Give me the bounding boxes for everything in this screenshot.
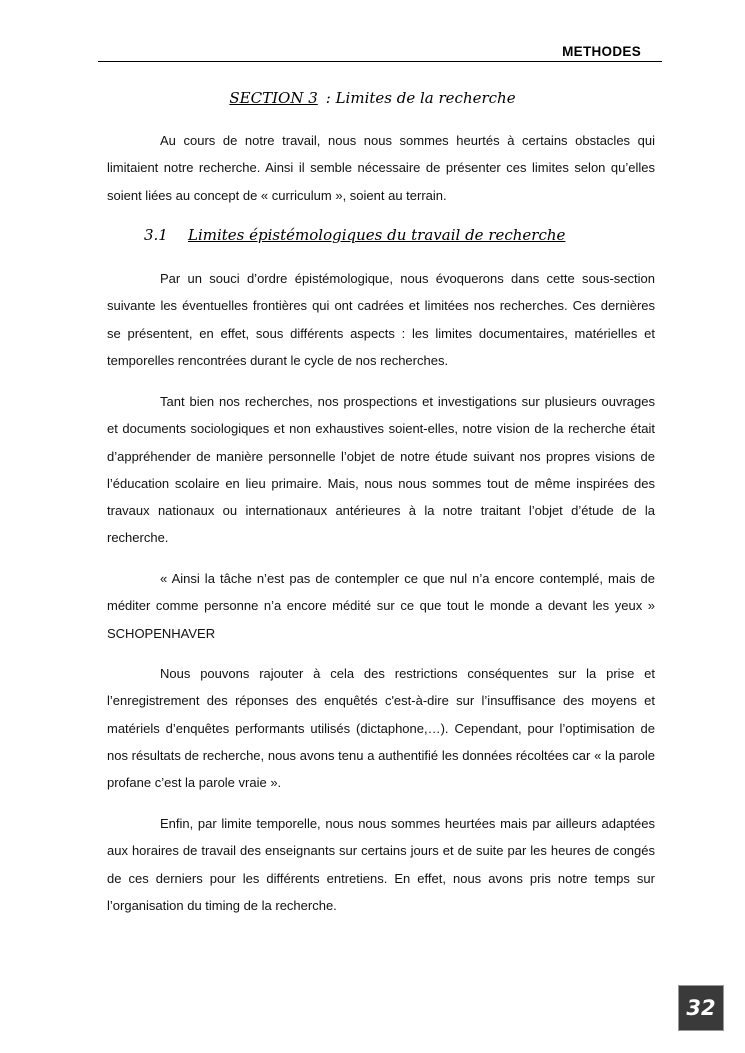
paragraph-epistemological: Par un souci d’ordre épistémologique, nous évoquerons dans cette sous-section suivante les éventuelles frontières qui ont cadrées et limitées nos recherches. Ces dernières se présentent, en effet, sous différents aspects : les limites documentaires, matérielles et temporelles rencontrées durant le cycle de nos recherches. [107,271,655,368]
page-header-title: METHODES [562,44,641,59]
paragraph-quote: « Ainsi la tâche n’est pas de contempler ce que nul n’a encore contemplé, mais de méditer comme personne n’a encore médité sur ce que tout le monde a devant les yeux » SCHOPENHAVER [107,571,655,641]
subsection-number: 3.1 [144,226,168,244]
paragraph-restrictions: Nous pouvons rajouter à cela des restrictions conséquentes sur la prise et l’enregistrement des réponses des enquêtés c'est-à-dire sur l’insuffisance des moyens et matériels d’enquêtes performants utilisés (dictaphone,…). Cependant, pour l’optimisation de nos résultats de recherche, nous avons tenu a authentifié les données récoltées car « la parole profane c’est la parole vraie ». [107,666,655,791]
paragraph-temporal-limit: Enfin, par limite temporelle, nous nous sommes heurtées mais par ailleurs adaptées aux horaires de travail des enseignants sur certains jours et de suite par les heures de congés de ces derniers pour les différents entretiens. En effet, nous avons pris notre temps sur l’organisation du timing de la recherche. [107,816,655,913]
subsection-heading [144,226,565,244]
section-title: : Limites de la recherche [325,89,516,107]
page-number-badge: 32 [679,986,723,1030]
paragraph-block-6 [107,810,655,919]
paragraph-block-5 [107,660,655,796]
paragraph-block-2 [107,265,655,374]
paragraph-block-4 [107,565,655,647]
intro-paragraph-block [107,127,655,209]
section-label: SECTION 3 [229,89,318,107]
paragraph-intro: Au cours de notre travail, nous nous sommes heurtés à certains obstacles qui limitaient notre recherche. Ainsi il semble nécessaire de présenter ces limites selon qu’elles soient liées au concept de « curriculum », soient au terrain. [107,133,655,203]
header-rule [98,61,662,62]
subsection-title: Limites épistémologiques du travail de recherche [188,226,566,244]
paragraph-research-vision: Tant bien nos recherches, nos prospections et investigations sur plusieurs ouvrages et documents sociologiques et non exhaustives soient-elles, notre vision de la recherche était d’appréhender de manière personnelle l’objet de notre étude suivant nos propres visions de l’éducation scolaire en lieu primaire. Mais, nous nous sommes tout de même inspirées des travaux nationaux ou internationaux antérieures à la notre traitant l’objet d’étude de la recherche. [107,394,655,546]
section-heading [0,89,745,107]
paragraph-block-3 [107,388,655,552]
